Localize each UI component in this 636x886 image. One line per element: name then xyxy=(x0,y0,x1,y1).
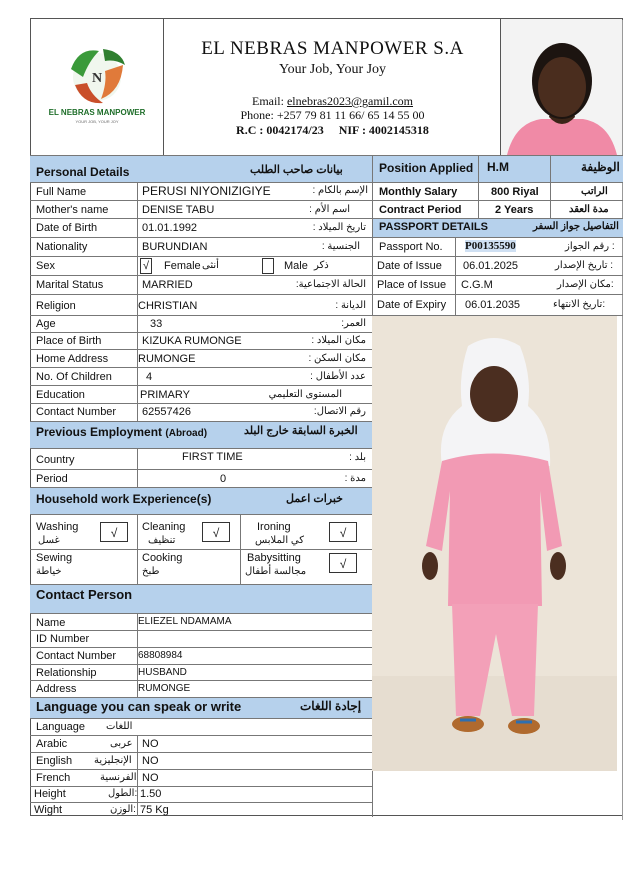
age-label: Age xyxy=(36,318,56,330)
contact-person-label: Address xyxy=(36,683,77,695)
weight-ar: الوزن: xyxy=(110,804,136,815)
nationality-label: Nationality xyxy=(36,241,88,253)
marital-label: Marital Status xyxy=(36,279,104,291)
contact-person-value: ELIEZEL NDAMAMA xyxy=(138,616,232,627)
contact-person-label: Contact Number xyxy=(36,650,117,662)
email-link[interactable]: elnebras2023@gamil.com xyxy=(286,94,414,108)
sex-label: Sex xyxy=(36,260,55,272)
pob-label: Place of Birth xyxy=(36,335,102,347)
nationality-row xyxy=(30,238,372,256)
contact-person-row xyxy=(30,614,372,630)
female-label: Female xyxy=(164,260,201,272)
skill-label: Cleaning xyxy=(142,521,186,533)
passport-title-ar: التفاصيل جواز السفر xyxy=(533,221,619,232)
language-row-arabic xyxy=(30,736,372,752)
period-label: Period xyxy=(36,473,68,485)
children-label: No. Of Children xyxy=(36,371,112,383)
contact-number-ar: رقم الاتصال: xyxy=(313,406,366,417)
religion-ar: الديانة : xyxy=(335,300,366,311)
contact-person-row xyxy=(30,665,372,681)
skill-washing xyxy=(30,515,137,549)
religion-value: CHRISTIAN xyxy=(138,300,198,312)
language-value: NO xyxy=(142,738,159,750)
skill-ar: مجالسة أطفال xyxy=(245,566,307,577)
household-header xyxy=(30,488,372,514)
company-name: EL NEBRAS MANPOWER S.A xyxy=(201,38,464,59)
skill-checkbox[interactable]: √ xyxy=(100,522,128,542)
pob-ar: مكان الميلاد : xyxy=(311,335,366,346)
language-ar: عربى xyxy=(110,738,133,749)
period-value: 0 xyxy=(220,473,227,485)
marital-value: MARRIED xyxy=(142,279,193,291)
children-row xyxy=(30,368,372,386)
weight-label: Wight xyxy=(34,804,63,816)
language-row-english xyxy=(30,753,372,769)
language-ar: الإنجليزية xyxy=(94,755,132,766)
weight-row xyxy=(30,803,372,817)
skill-label: Ironing xyxy=(257,521,291,533)
contact-person-label: Name xyxy=(36,617,66,629)
position-value: H.M xyxy=(487,160,509,174)
salary-ar: الراتب xyxy=(581,186,608,197)
marital-row xyxy=(30,276,372,294)
skill-checkbox[interactable]: √ xyxy=(202,522,230,542)
skill-checkbox[interactable]: √ xyxy=(329,522,357,542)
dob-value: 01.01.1992 xyxy=(142,222,198,234)
personal-section-header xyxy=(30,156,372,182)
nationality-value: BURUNDIAN xyxy=(142,241,208,253)
age-value: 33 xyxy=(150,318,163,330)
children-ar: عدد الأطفال : xyxy=(310,371,366,382)
contact-person-label: ID Number xyxy=(36,633,90,645)
country-label: Country xyxy=(36,454,75,466)
passport-label: Place of Issue xyxy=(377,279,447,291)
marital-ar: الحالة الاجتماعية: xyxy=(295,279,366,290)
candidate-portrait xyxy=(500,19,622,155)
salary-row xyxy=(373,183,623,201)
contract-row xyxy=(373,201,623,219)
passport-row xyxy=(373,238,623,256)
height-label: Height xyxy=(34,788,66,800)
male-label: Male xyxy=(284,260,308,272)
passport-label: Date of Expiry xyxy=(377,299,447,311)
passport-label: Date of Issue xyxy=(377,260,442,272)
passport-label-ar: رقم الجواز : xyxy=(565,241,615,252)
language-label: English xyxy=(36,755,73,767)
svg-text:EL NEBRAS MANPOWER: EL NEBRAS MANPOWER xyxy=(48,108,146,117)
contact-person-row xyxy=(30,631,372,647)
skill-label: Babysitting xyxy=(247,552,301,564)
passport-row xyxy=(373,257,623,275)
contact-number-value: 62557426 xyxy=(142,406,191,418)
skill-ar: غسل xyxy=(38,535,60,546)
language-row-french xyxy=(30,770,372,786)
country-value: FIRST TIME xyxy=(182,451,243,463)
passport-label-ar: تاريخ الانتهاء: xyxy=(553,299,606,310)
contact-person-title: Contact Person xyxy=(36,587,133,602)
issue-place: C.G.M xyxy=(461,279,493,291)
position-header xyxy=(373,156,623,182)
contact-person-value: RUMONGE xyxy=(138,683,191,694)
position-title: Position Applied xyxy=(379,161,474,175)
previous-employment-header xyxy=(30,422,372,448)
passport-number: P00135590 xyxy=(465,240,516,252)
passport-row xyxy=(373,295,623,315)
education-ar: المستوى التعليمي xyxy=(268,389,342,400)
language-header-row xyxy=(30,719,372,735)
pob-value: KIZUKA RUMONGE xyxy=(142,335,242,347)
period-row xyxy=(30,470,372,487)
skill-ironing xyxy=(241,515,372,549)
male-ar: ذكر xyxy=(314,260,329,271)
passport-label: Passport No. xyxy=(379,241,443,253)
pob-row xyxy=(30,333,372,349)
skill-label: Washing xyxy=(36,521,79,533)
contact-person-row xyxy=(30,648,372,664)
education-label: Education xyxy=(36,389,85,401)
contact-person-value: HUSBAND xyxy=(138,667,187,678)
previous-employment-title: Previous Employment (Abroad) xyxy=(36,425,208,439)
skill-cooking xyxy=(138,550,240,584)
height-row xyxy=(30,787,372,802)
dob-label: Date of Birth xyxy=(36,222,98,234)
language-ar: الفرنسية xyxy=(100,772,137,783)
contact-number-row xyxy=(30,404,372,421)
language-value: NO xyxy=(142,772,159,784)
country-row xyxy=(30,449,372,469)
mother-row xyxy=(30,201,372,219)
page-edge xyxy=(622,20,623,820)
nationality-ar: الجنسية : xyxy=(321,241,360,252)
issue-date: 06.01.2025 xyxy=(463,260,519,272)
dob-row xyxy=(30,219,372,237)
contact-person-row xyxy=(30,681,372,697)
passport-divider xyxy=(455,237,456,316)
home-value: RUMONGE xyxy=(138,353,196,365)
mother-label: Mother's name xyxy=(36,204,109,216)
male-checkbox[interactable] xyxy=(262,258,274,274)
salary-label: Monthly Salary xyxy=(379,186,458,198)
skill-sewing xyxy=(30,550,137,584)
home-row xyxy=(30,350,372,368)
skill-label: Cooking xyxy=(142,552,183,564)
language-label: French xyxy=(36,772,71,784)
language-value: NO xyxy=(142,755,159,767)
full-name-ar: الإسم بالكام : xyxy=(312,185,368,196)
position-title-ar: الوظيفة xyxy=(581,160,620,174)
children-value: 4 xyxy=(146,371,153,383)
company-tagline: Your Job, Your Joy xyxy=(278,62,387,77)
contract-value: 2 Years xyxy=(495,204,534,216)
passport-label-ar: تاريخ الإصدار : xyxy=(555,260,614,271)
company-phone: Phone: +257 79 81 11 66/ 65 14 55 00 xyxy=(240,108,425,122)
salary-value: 800 Riyal xyxy=(491,186,539,198)
passport-label-ar: مكان الإصدار: xyxy=(557,279,614,290)
contact-number-label: Contact Number xyxy=(36,406,117,418)
skill-cleaning xyxy=(138,515,240,549)
weight-value: 75 Kg xyxy=(140,804,169,816)
expiry-date: 06.01.2035 xyxy=(465,299,521,311)
contact-person-header xyxy=(30,585,372,613)
company-logo xyxy=(31,19,164,155)
home-ar: مكان السكن : xyxy=(308,353,366,364)
passport-row xyxy=(373,276,623,294)
contract-ar: مدة العقد xyxy=(569,204,609,215)
logo-hands-icon xyxy=(31,19,164,155)
passport-title: PASSPORT DETAILS xyxy=(379,221,488,233)
language-column-label: Language xyxy=(36,721,85,733)
skill-label: Sewing xyxy=(36,552,73,564)
female-ar: أنثى xyxy=(202,260,219,271)
personal-section-title-ar: بيانات صاحب الطلب xyxy=(250,164,343,176)
languages-title-ar: إجادة اللغات xyxy=(300,699,362,713)
religion-row xyxy=(30,295,372,315)
skill-ar: تنظيف xyxy=(148,535,176,546)
age-ar: العمر: xyxy=(341,318,366,329)
skill-checkbox[interactable]: √ xyxy=(329,553,357,573)
previous-employment-title-ar: الخبرة السابقة خارج البلد xyxy=(244,425,358,437)
language-column-ar: اللغات xyxy=(106,721,133,732)
skill-ar: خياطة xyxy=(36,566,62,577)
company-email: Email: elnebras2023@gamil.com xyxy=(251,94,414,108)
company-header xyxy=(165,19,500,155)
skill-ar: طبخ xyxy=(142,566,160,577)
svg-text:YOUR JOB, YOUR JOY: YOUR JOB, YOUR JOY xyxy=(75,119,119,124)
svg-text:N: N xyxy=(91,71,103,86)
household-title: Household work Experience(s) xyxy=(36,492,212,506)
mother-ar: اسم الأم : xyxy=(309,204,350,215)
skill-babysitting xyxy=(241,550,372,584)
contact-person-label: Relationship xyxy=(36,667,97,679)
country-ar: بلد : xyxy=(349,452,366,463)
household-title-ar: خبرات اعمل xyxy=(286,493,343,505)
passport-header xyxy=(373,219,623,237)
candidate-full-photo xyxy=(372,316,617,771)
contract-label: Contract Period xyxy=(379,204,462,216)
language-label: Arabic xyxy=(36,738,68,750)
education-value: PRIMARY xyxy=(140,389,190,401)
religion-label: Religion xyxy=(36,300,76,312)
dob-ar: تاريخ الميلاد : xyxy=(312,222,366,233)
height-ar: الطول: xyxy=(108,788,138,799)
age-row xyxy=(30,316,372,332)
skill-ar: كي الملابس xyxy=(255,535,304,546)
languages-title: Language you can speak or write xyxy=(36,699,242,714)
full-name-label: Full Name xyxy=(36,186,87,198)
contact-person-value: 68808984 xyxy=(138,650,183,661)
home-label: Home Address xyxy=(36,353,109,365)
education-row xyxy=(30,386,372,404)
sex-row xyxy=(30,257,372,275)
female-checkbox[interactable]: √ xyxy=(140,258,152,274)
full-name-value: PERUSI NIYONIZIGIYE xyxy=(142,184,271,198)
height-value: 1.50 xyxy=(140,788,162,800)
mother-value: DENISE TABU xyxy=(142,204,215,216)
languages-header xyxy=(30,698,372,718)
personal-section-title: Personal Details xyxy=(36,165,130,179)
period-ar: مدة : xyxy=(344,473,366,484)
company-registration: R.C : 0042174/23 NIF : 4002145318 xyxy=(236,123,429,137)
full-name-row xyxy=(30,183,372,201)
